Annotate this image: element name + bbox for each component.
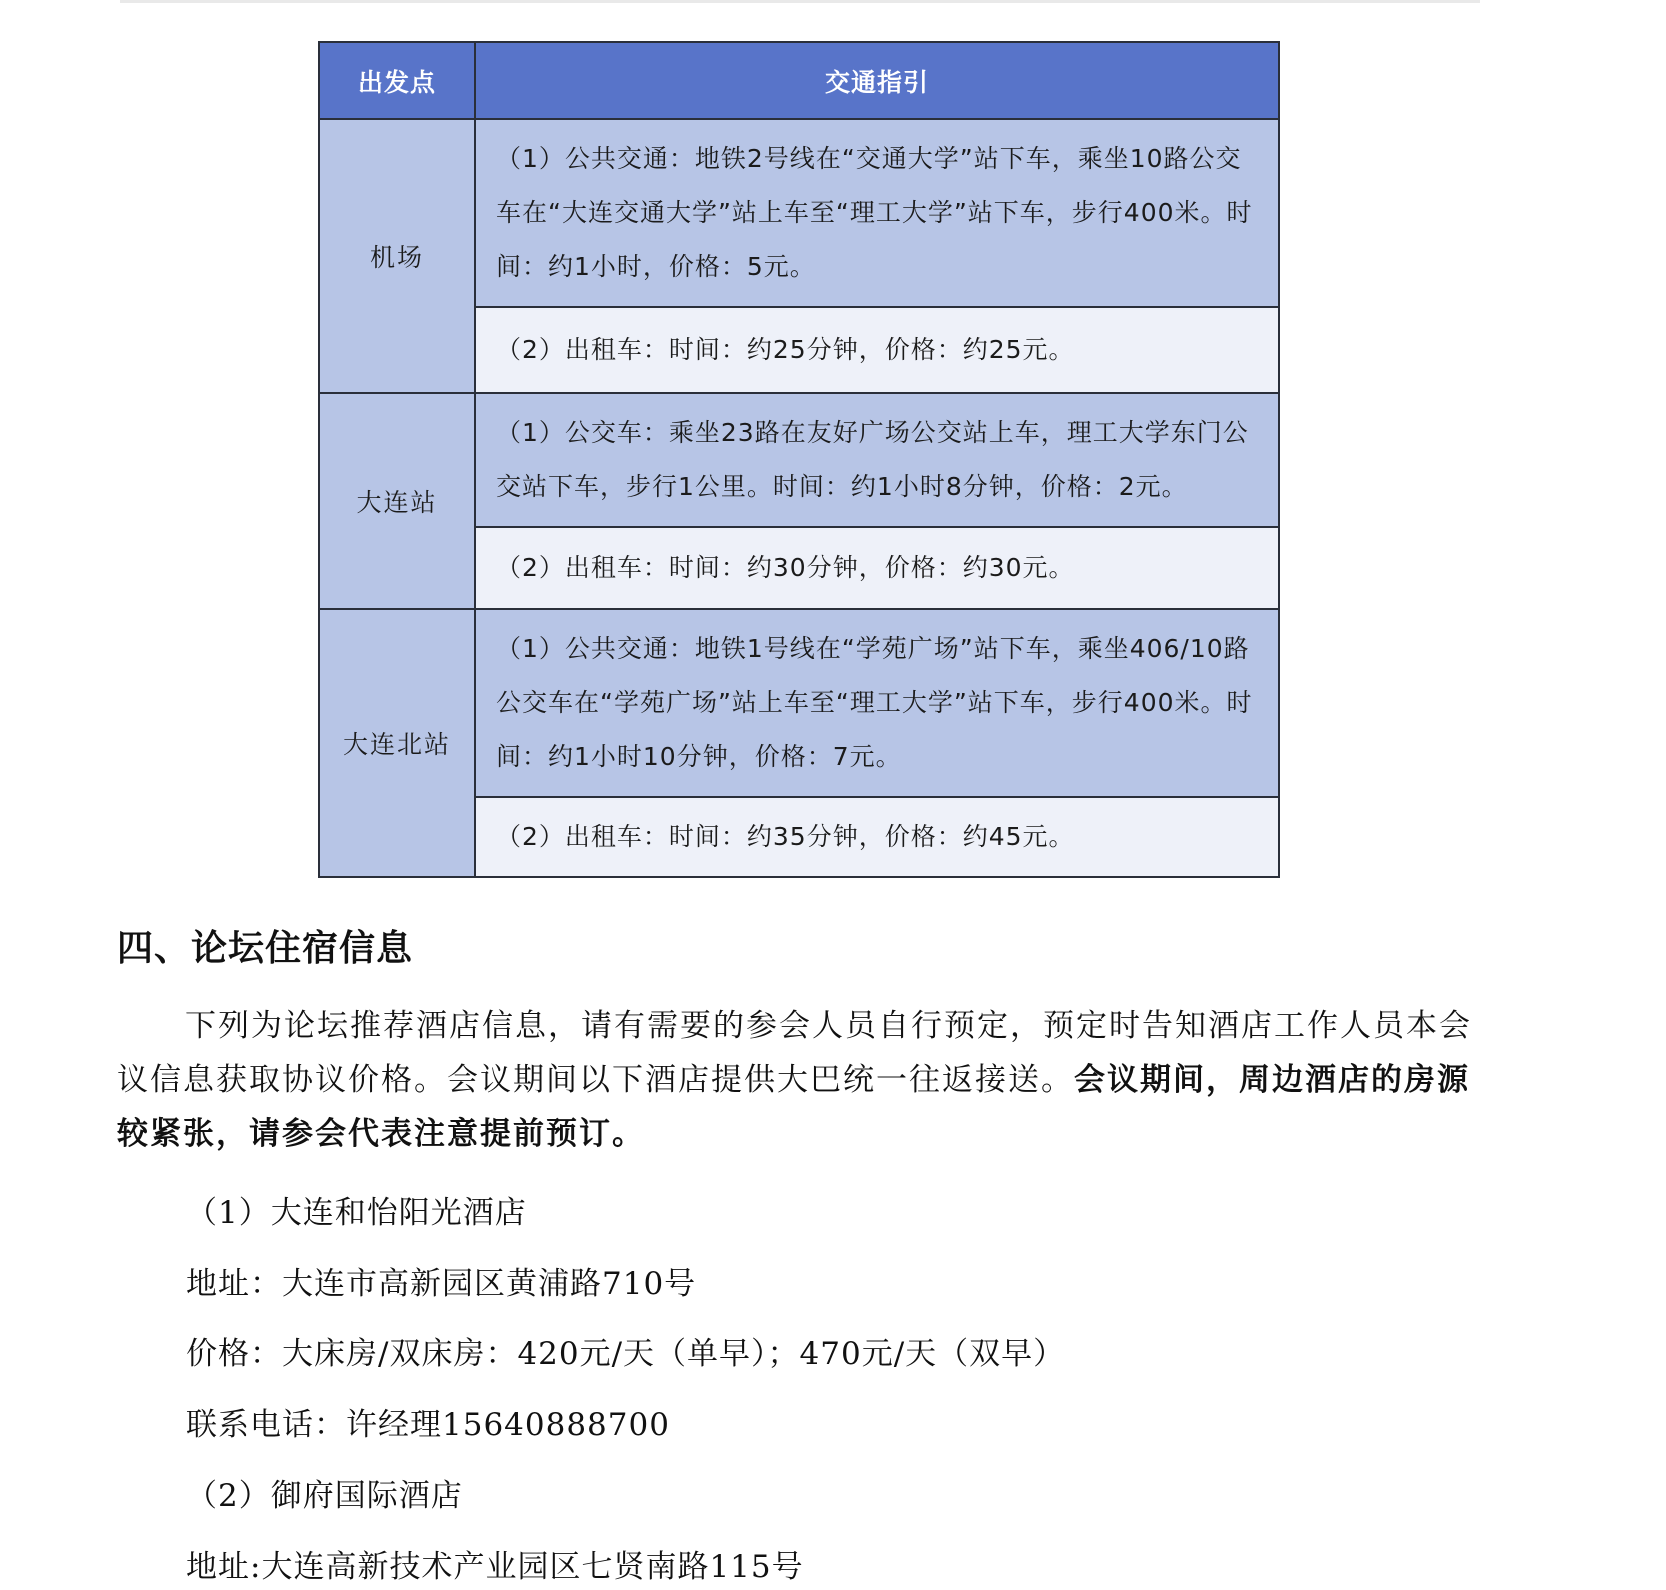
table-row: [319, 119, 1279, 307]
intro-text: 下列为论坛推荐酒店信息，请有需要的参会人员自行预定，预定时告知酒店工作人员本会议信息获取协议价格。会议期间以下酒店提供大巴统一往返接送。: [117, 1008, 1472, 1098]
header-origin: 出发点: [319, 42, 475, 119]
origin-airport: 机场: [319, 119, 475, 393]
intro-bold-notice: 会议期间，周边酒店的房源较紧张，请参会代表注意提前预订。: [117, 1062, 1470, 1152]
guide-taxi: （2）出租车：时间：约25分钟，价格：约25元。: [475, 307, 1279, 393]
hotel-1-price: 价格：大床房/双床房：420元/天（单早）；470元/天（双早）: [186, 1336, 1066, 1372]
table-row: [319, 609, 1279, 797]
top-divider: [120, 0, 1480, 3]
hotel-1-address: 地址：大连市高新园区黄浦路710号: [186, 1266, 697, 1302]
hotel-1-name: （1）大连和怡阳光酒店: [186, 1195, 527, 1231]
origin-dalian-station: 大连站: [319, 393, 475, 609]
guide-public-transit: （1）公交车：乘坐23路在友好广场公交站上车，理工大学东门公交站下车，步行1公里。时间：约1小时8分钟，价格：2元。: [475, 393, 1279, 527]
transport-guide-table: [318, 41, 1280, 878]
hotel-2-address: 地址:大连高新技术产业园区七贤南路115号: [186, 1549, 804, 1585]
origin-dalian-north-station: 大连北站: [319, 609, 475, 877]
section-heading: 四、论坛住宿信息: [117, 927, 414, 969]
intro-paragraph: [117, 999, 1487, 1161]
guide-taxi: （2）出租车：时间：约35分钟，价格：约45元。: [475, 797, 1279, 877]
hotel-1-contact: 联系电话：许经理15640888700: [186, 1407, 670, 1443]
table-header-row: [319, 42, 1279, 119]
table-row: [319, 393, 1279, 527]
hotel-2-name: （2）御府国际酒店: [186, 1478, 463, 1514]
guide-taxi: （2）出租车：时间：约30分钟，价格：约30元。: [475, 527, 1279, 609]
guide-public-transit: （1）公共交通：地铁1号线在“学苑广场”站下车，乘坐406/10路公交车在“学苑广场”站上车至“理工大学”站下车，步行400米。时间：约1小时10分钟，价格：7元。: [475, 609, 1279, 797]
guide-public-transit: （1）公共交通：地铁2号线在“交通大学”站下车，乘坐10路公交车在“大连交通大学”站上车至“理工大学”站下车，步行400米。时间：约1小时，价格：5元。: [475, 119, 1279, 307]
header-guide: 交通指引: [475, 42, 1279, 119]
